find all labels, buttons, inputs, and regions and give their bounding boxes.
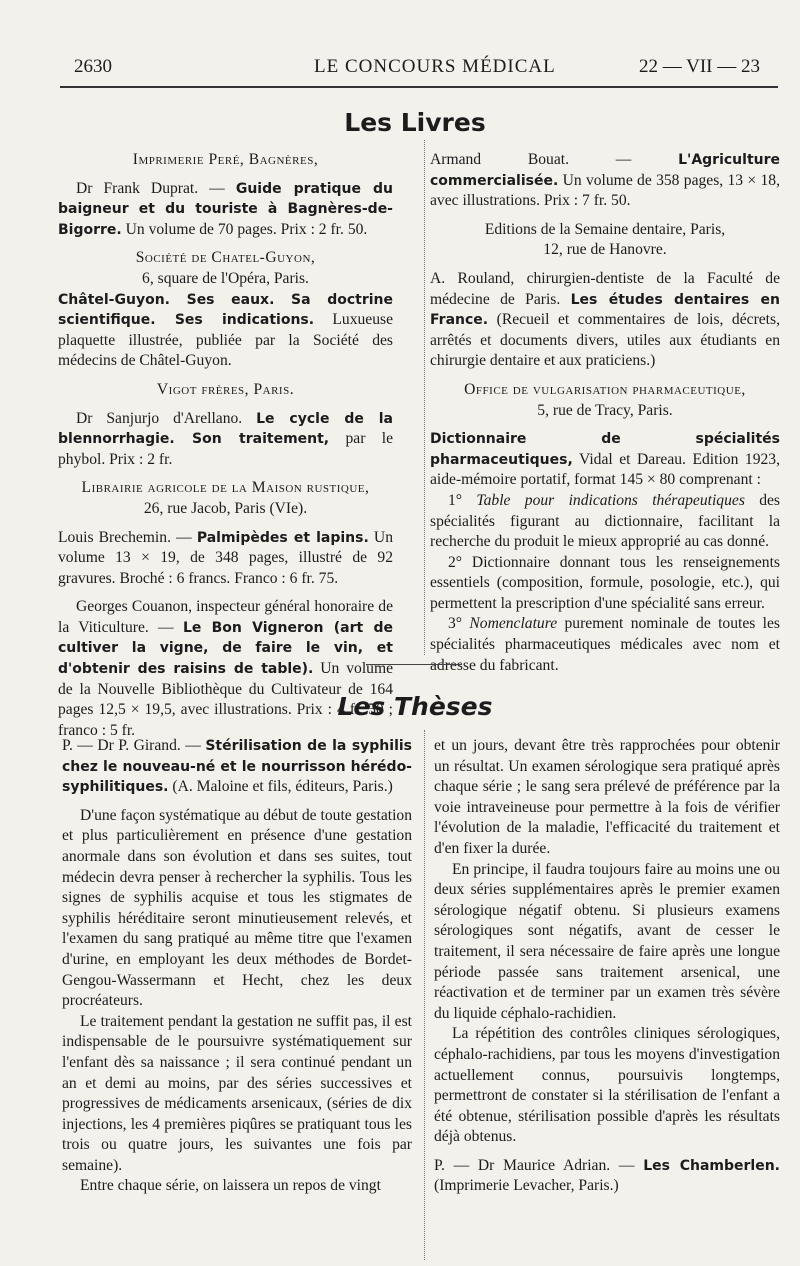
column-divider bbox=[424, 140, 425, 655]
paragraph: Le traitement pendant la gestation ne suffit pas, il est indispensable de le poursuivre systématiquement sur l'enfant dès sa naissance ; il sera continué pendant un an et demi au moins, par des séries successives et progressives de médicaments arsenicaux, (séries de dix injections, les 4 premières piqûres se pratiquant tous les trois ou quatre jours, les suivantes une fois par semaine). bbox=[62, 1012, 412, 1174]
theses-left-column bbox=[62, 736, 412, 1197]
book-detail: 2° Dictionnaire donnant tous les renseignements essentiels (composition, formule, posologie, etc.), qui permettent la prescription d'une spécialité sans erreur. bbox=[430, 553, 780, 612]
thesis-entry: P. — Dr Maurice Adrian. — Les Chamberlen. (Imprimerie Levacher, Paris.) bbox=[434, 1156, 780, 1195]
publisher-line: Société de Chatel-Guyon, bbox=[135, 249, 316, 267]
column-divider bbox=[424, 730, 425, 1260]
paragraph: Entre chaque série, on laissera un repos de vingt bbox=[80, 1177, 381, 1195]
section-title-theses: Les Thèses bbox=[337, 692, 493, 721]
publisher-line: Imprimerie Peré, Bagnères, bbox=[132, 151, 319, 168]
livres-right-column bbox=[430, 150, 780, 676]
running-header bbox=[74, 56, 770, 84]
paragraph: En principe, il faudra toujours faire au moins une ou deux séries supplémentaires après le premier examen sérologique négatif obtenu. Si plusieurs examens sérologiques sont négatifs, avant de cesser le traitement, il sera nécessaire de faire après une longue période passée sans traitement arsenical, une réactivation et de terminer par un examen très sévère du liquide céphalo-rachidien. bbox=[434, 860, 780, 1022]
publisher-address: 6, square de l'Opéra, Paris. bbox=[142, 269, 309, 287]
journal-title: LE CONCOURS MÉDICAL bbox=[314, 56, 556, 77]
book-entry: Dictionnaire de spécialités pharmaceutiques, Vidal et Dareau. Edition 1923, aide-mémoire portatif, format 145 × 80 comprenant : bbox=[430, 431, 780, 489]
publisher-line: Office de vulgarisation pharmaceutique, bbox=[464, 380, 746, 398]
header-rule bbox=[60, 86, 778, 88]
book-entry: Dr Frank Duprat. — Guide pratique du baigneur et du touriste à Bagnères-de-Bigorre. Un volume de 70 pages. Prix : 2 fr. 50. bbox=[58, 179, 393, 238]
publisher-address: 5, rue de Tracy, Paris. bbox=[537, 401, 673, 419]
thesis-entry: P. — Dr P. Girand. — Stérilisation de la syphilis chez le nouveau-né et le nourrisson hérédo-syphilitiques. (A. Maloine et fils, éditeurs, Paris.) bbox=[62, 737, 412, 796]
book-detail: 3° Nomenclature purement nominale de toutes les spécialités pharmaceutiques médicales avec nom et adresse du fabricant. bbox=[430, 615, 781, 674]
livres-left-column bbox=[58, 150, 393, 741]
page-number: 2630 bbox=[74, 56, 112, 77]
publisher-address: 26, rue Jacob, Paris (VIe). bbox=[143, 499, 308, 517]
book-entry: A. Rouland, chirurgien-dentiste de la Faculté de médecine de Paris. Les études dentaires en France. (Recueil et commentaires de lois, décrets, arrêtés et documents divers, utiles aux étudiants en chirurgie dentaire et aux praticiens.) bbox=[430, 269, 780, 370]
publisher-line: Editions de la Semaine dentaire, Paris, bbox=[484, 220, 726, 238]
section-divider bbox=[366, 664, 462, 665]
paragraph: D'une façon systématique au début de toute gestation et plus particulièrement en présence d'une gestation anormale dans son évolution et dans ses suites, tout médecin devra penser à rechercher la syphilis. Tous les signes de syphilis acquise et tous les stigmates de syphilis héréditaire seront minutieusement relevés, et l'examen du sang pratiqué au même titre que l'examen d'urine, en employant les deux méthodes de Bordet-Gengou-Wassermann et Hecht, chez les deux procréateurs. bbox=[62, 806, 412, 1010]
paragraph: La répétition des contrôles cliniques sérologiques, céphalo-rachidiens, par tous les moyens d'investigation actuellement connus, poursuivis longtemps, permettront de constater si la stérilisation de l'enfant a été obtenue, stérilisation possible d'après les résultats déjà obtenus. bbox=[434, 1025, 780, 1146]
book-entry: Louis Brechemin. — Palmipèdes et lapins. Un volume 13 × 19, de 348 pages, illustré de 92 gravures. Broché : 6 francs. Franco : 6 fr. 75. bbox=[58, 528, 393, 587]
book-detail: 1° Table pour indications thérapeutiques des spécialités figurant au dictionnaire, facilitant la recherche du produit le mieux approprié au cas donné. bbox=[430, 491, 781, 551]
publisher-line: Vigot frères, Paris. bbox=[156, 380, 295, 398]
publisher-address: 12, rue de Hanovre. bbox=[543, 241, 667, 259]
book-entry: Châtel-Guyon. Ses eaux. Sa doctrine scientifique. Ses indications. Luxueuse plaquette illustrée, publiée par la Société des médecins de Châtel-Guyon. bbox=[58, 291, 393, 370]
book-entry: Georges Couanon, inspecteur général honoraire de la Viticulture. — Le Bon Vigneron (art de cultiver la vigne, de faire le vin, et d'obtenir des raisins de table). Un volume de la Nouvelle Bibliothèque du Cultivateur de 164 pages 12,5 × 19,5, avec illustrations. Prix : 4 fr. 50 ; franco : 5 fr. bbox=[58, 598, 393, 739]
book-entry: Dr Sanjurjo d'Arellano. Le cycle de la blennorrhagie. Son traitement, par le phybol. Prix : 2 fr. bbox=[58, 409, 394, 468]
paragraph: et un jours, devant être très rapprochées pour obtenir un résultat. Un examen sérologique sera pratiqué après chaque série ; le sang sera prélevé de préférence par la voie intraveineuse pour permettre à la fois de vérifier l'évolution de la maladie, l'efficacité du traitement et d'en fixer la durée. bbox=[434, 737, 780, 857]
section-title-livres: Les Livres bbox=[344, 108, 486, 137]
theses-right-column bbox=[434, 736, 780, 1197]
book-entry: Armand Bouat. — L'Agriculture commercialisée. Un volume de 358 pages, 13 × 18, avec illustrations. Prix : 7 fr. 50. bbox=[430, 151, 780, 210]
issue-date: 22 — VII — 23 bbox=[638, 56, 760, 77]
publisher-line: Librairie agricole de la Maison rustique, bbox=[81, 479, 370, 497]
